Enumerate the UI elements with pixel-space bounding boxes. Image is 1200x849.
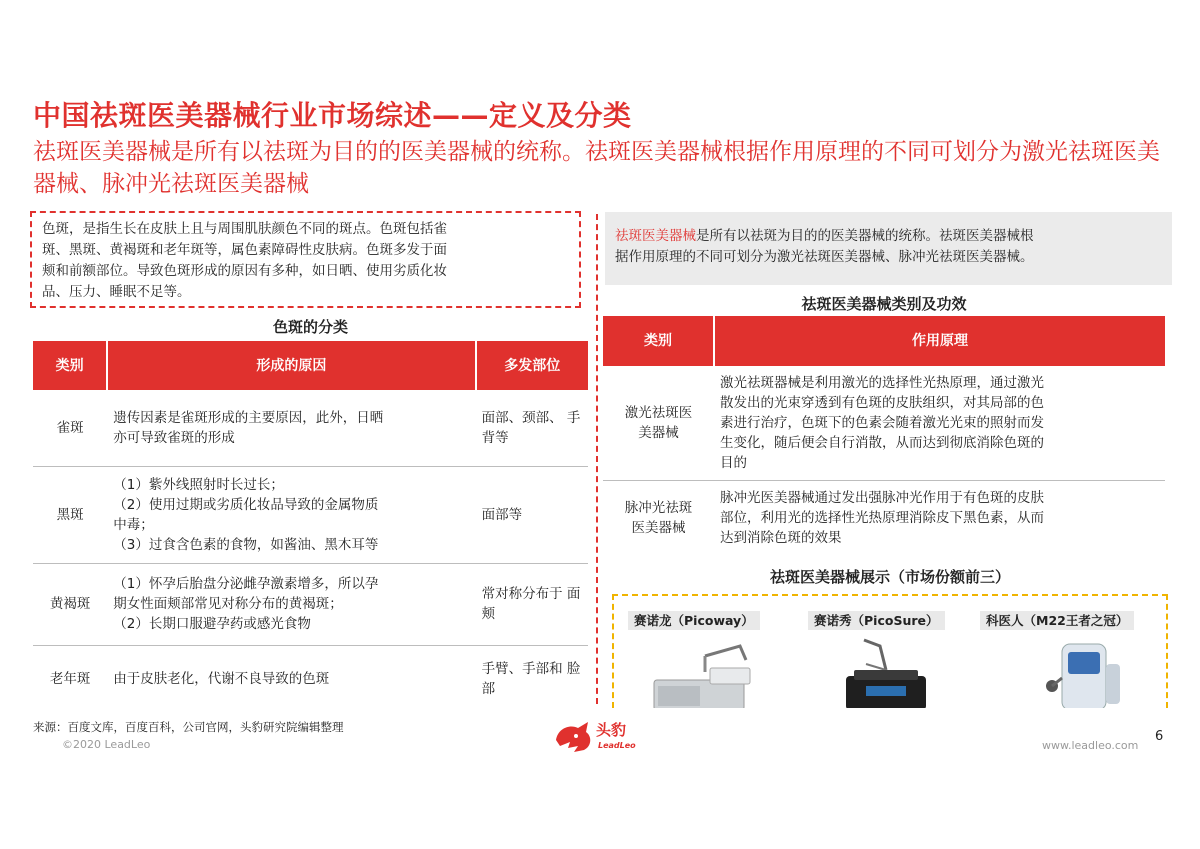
logo-subtext: LeadLeo — [598, 741, 636, 750]
reason-cell: （1）怀孕后胎盘分泌雌孕激素增多，所以孕 期女性面颊部常见对称分布的黄褐斑； （2）长期口服避孕药或感光食物 — [107, 563, 475, 645]
summary-text: 据作用原理的不同可划分为激光祛斑医美器械、脉冲光祛斑医美器械。 — [615, 249, 1034, 265]
product-m22 — [980, 610, 1134, 629]
page-subtitle: 祛斑医美器械是所有以祛斑为目的的医美器械的统称。祛斑医美器械根据作用原理的不同可划分为激光祛斑医美器械、脉冲光祛斑医美器械 — [33, 139, 1160, 197]
summary-highlight: 祛斑医美器械 — [615, 228, 696, 244]
website-link[interactable]: www.leadleo.com — [1042, 739, 1139, 752]
reason-cell: 遗传因素是雀斑形成的主要原因，此外，日晒 亦可导致雀斑的形成 — [107, 390, 475, 466]
product-label: 科医人（M22王者之冠） — [980, 611, 1134, 630]
column-header: 类别 — [33, 341, 107, 390]
principle-cell: 脉冲光医美器械通过发出强脉冲光作用于有色斑的皮肤 部位，利用光的选择性光热原理消除皮下黑色素，从而 达到消除色斑的效果 — [720, 490, 1044, 547]
category-cell: 黑斑 — [33, 466, 107, 563]
part-cell: 常对称分布于 面颊 — [476, 563, 588, 645]
category-cell: 激光祛斑医 美器械 — [603, 366, 714, 480]
category-cell: 黄褐斑 — [33, 563, 107, 645]
page-number: 6 — [1155, 729, 1164, 744]
device-category-title: 祛斑医美器械类别及功效 — [801, 295, 967, 313]
table-row — [33, 645, 588, 713]
part-cell: 手臂、手部和 脸部 — [481, 661, 581, 698]
picosure-machine-image — [836, 636, 936, 708]
column-header: 类别 — [603, 316, 714, 366]
spot-classification-title: 色斑的分类 — [272, 318, 348, 336]
definition-line: 斑、黑斑、黄褐斑和老年斑等，属色素障碍性皮肤病。色斑多发于面 — [42, 242, 447, 258]
showcase-title: 祛斑医美器械展示（市场份额前三） — [769, 568, 1010, 586]
m22-machine-image — [1022, 634, 1132, 708]
device-summary — [605, 212, 1172, 285]
definition-line: 色斑，是指生长在皮肤上且与周围肌肤颜色不同的斑点。色斑包括雀 — [42, 221, 447, 237]
table-row — [33, 390, 588, 466]
copyright: ©2020 LeadLeo — [62, 738, 151, 751]
source-note: 来源：百度文库，百度百科，公司官网，头豹研究院编辑整理 — [33, 720, 344, 734]
part-cell: 面部等 — [476, 466, 588, 563]
category-cell: 老年斑 — [49, 671, 91, 688]
table-row — [33, 563, 588, 645]
column-divider — [596, 214, 598, 704]
table-row — [33, 466, 588, 563]
table-row — [603, 366, 1165, 480]
summary-text: 是所有以祛斑为目的的医美器械的统称。祛斑医美器械根 — [696, 228, 1034, 244]
product-picosure — [808, 610, 945, 629]
reason-cell: （1）紫外线照射时长过长； （2）使用过期或劣质化妆品导致的金属物质 中毒； （3）过食含色素的食物，如酱油、黑木耳等 — [107, 466, 475, 563]
product-label: 赛诺龙（Picoway） — [628, 611, 760, 630]
principle-cell: 激光祛斑器械是利用激光的选择性光热原理，通过激光 散发出的光束穿透到有色斑的皮肤组织，对其局部的色 素进行治疗，色斑下的色素会随着激光光束的照射而发 生变化，随后便会自行消散，从而达到彻底消除色斑的 目的 — [714, 366, 1165, 480]
definition-line: 品、压力、睡眠不足等。 — [42, 284, 191, 300]
column-header: 多发部位 — [476, 341, 588, 390]
category-cell: 雀斑 — [33, 390, 107, 466]
product-picoway — [628, 610, 760, 629]
table-row — [603, 480, 1165, 556]
picoway-machine-image — [650, 638, 760, 708]
column-header: 形成的原因 — [107, 341, 475, 390]
category-cell: 脉冲光祛斑 医美器械 — [624, 500, 693, 537]
color-spot-definition — [30, 211, 581, 308]
column-header: 作用原理 — [714, 316, 1165, 366]
device-showcase — [612, 594, 1168, 708]
spot-classification-table — [33, 341, 588, 713]
logo-text: 头豹 — [596, 721, 627, 739]
device-category-table — [603, 316, 1165, 556]
product-label: 赛诺秀（PicoSure） — [808, 611, 945, 630]
definition-line: 颊和前额部位。导致色斑形成的原因有多种，如日晒、使用劣质化妆 — [42, 263, 447, 279]
part-cell: 面部、颈部、 手背等 — [476, 390, 588, 466]
page-title: 中国祛斑医美器械行业市场综述——定义及分类 — [33, 99, 632, 132]
reason-cell: 由于皮肤老化，代谢不良导致的色斑 — [113, 671, 330, 688]
